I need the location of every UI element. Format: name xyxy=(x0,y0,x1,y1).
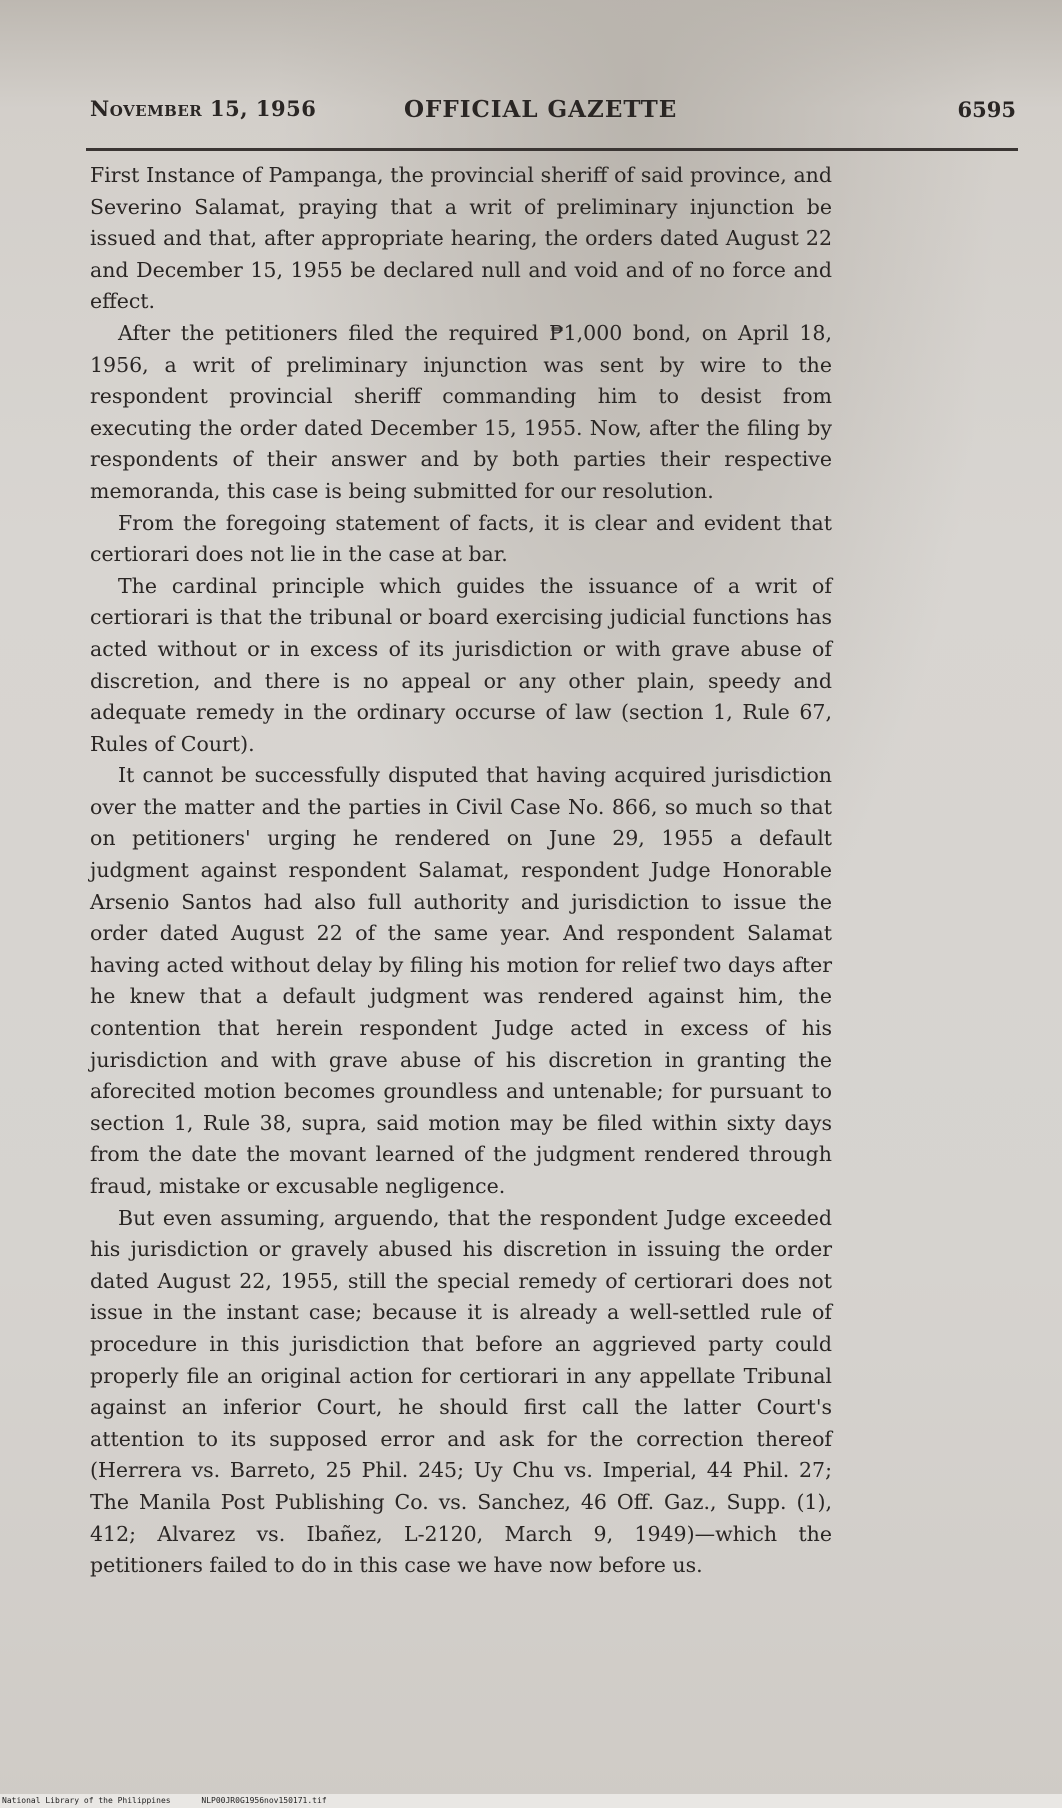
footer-library: National Library of the Philippines xyxy=(2,1796,171,1805)
header-rule xyxy=(86,148,1018,151)
paragraph: First Instance of Pampanga, the provincial sheriff of said province, and Severino Salamat, praying that a writ of preliminary injunction be issued and that, after appropriate hearing, the orders dated August 22 and December 15, 1955 be declared null and void and of no force and effect. xyxy=(90,163,832,314)
scan-footer xyxy=(0,1794,1062,1808)
header-page-number: 6595 xyxy=(957,97,1016,122)
header-date: November 15, 1956 xyxy=(90,96,317,121)
footer-filename: NLP00JR0G1956nov150171.tif xyxy=(201,1796,327,1805)
paragraph: The cardinal principle which guides the issuance of a writ of certiorari is that the tribunal or board exercising judicial functions has acted without or in excess of its jurisdiction or with grave abuse of discretion, and there is no appeal or any other plain, speedy and adequate remedy in the ordinary occurse of law (section 1, Rule 67, Rules of Court). xyxy=(90,573,832,756)
paragraph: After the petitioners filed the required ₱1,000 bond, on April 18, 1956, a writ of preliminary injunction was sent by wire to the respondent provincial sheriff commanding him to desist from executing the order dated December 15, 1955. Now, after the filing by respondents of their answer and by both parties their respective memoranda, this case is being submitted for our resolution. xyxy=(90,320,832,503)
body-text xyxy=(90,160,832,1582)
paragraph: It cannot be successfully disputed that having acquired jurisdiction over the matter and the parties in Civil Case No. 866, so much so that on petitioners' urging he rendered on June 29, 1955 a default judgment against respondent Salamat, respondent Judge Honorable Arsenio Santos had also full authority and jurisdiction to issue the order dated August 22 of the same year. And respondent Salamat having acted without delay by filing his motion for relief two days after he knew that a default judgment was rendered against him, the contention that herein respondent Judge acted in excess of his jurisdiction and with grave abuse of his discretion in granting the aforecited motion becomes groundless and untenable; for pursuant to section 1, Rule 38, supra, said motion may be filed within sixty days from the date the movant learned of the judgment rendered through fraud, mistake or excusable negligence. xyxy=(90,763,832,1198)
header-title: OFFICIAL GAZETTE xyxy=(404,96,678,123)
page-header xyxy=(90,96,1016,136)
paragraph: From the foregoing statement of facts, it is clear and evident that certiorari does not lie in the case at bar. xyxy=(90,510,832,567)
paragraph: But even assuming, arguendo, that the respondent Judge exceeded his jurisdiction or gravely abused his discretion in issuing the order dated August 22, 1955, still the special remedy of certiorari does not issue in the instant case; because it is already a well-settled rule of procedure in this jurisdiction that before an aggrieved party could properly file an original action for certiorari in any appellate Tribunal against an inferior Court, he should first call the latter Court's attention to its supposed error and ask for the correction thereof (Herrera vs. Barreto, 25 Phil. 245; Uy Chu vs. Imperial, 44 Phil. 27; The Manila Post Publishing Co. vs. Sanchez, 46 Off. Gaz., Supp. (1), 412; Alvarez vs. Ibañez, L-2120, March 9, 1949)—which the petitioners failed to do in this case we have now before us. xyxy=(90,1205,832,1578)
